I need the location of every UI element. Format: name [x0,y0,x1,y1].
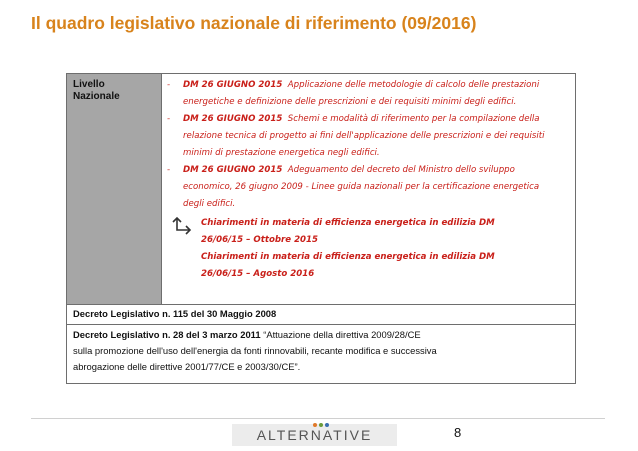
item-dash: - [167,114,171,124]
slide-title: Il quadro legislativo nazionale di riferimento (09/2016) [31,13,477,33]
item-line: energetiche e definizione delle prescrizioni e dei requisiti minimi degli edifici. [183,97,517,107]
decree-28-head: Decreto Legislativo n. 28 del 3 marzo 2011 [73,329,261,340]
item-line: Adeguamento del decreto del Ministro dello sviluppo [287,165,515,175]
item-head: DM 26 GIUGNO 2015 [183,80,283,90]
list-item [167,162,573,213]
decree-28-line: “Attuazione della direttiva 2009/28/CE [263,329,421,340]
level-label-line1: Livello [73,79,105,90]
decree-28-line: sulla promozione dell'uso dell'energia da fonti rinnovabili, recante modifica e successiva [73,345,437,356]
item-head: DM 26 GIUGNO 2015 [183,165,283,175]
decree-115-text: Decreto Legislativo n. 115 del 30 Maggio 2008 [73,308,277,319]
item-head: DM 26 GIUGNO 2015 [183,114,283,124]
level-label-cell [67,74,161,304]
clarifications-block [167,215,573,283]
column-divider [161,74,162,304]
footer-divider [31,418,605,419]
alternative-logo [232,424,397,446]
item-dash: - [167,80,171,90]
clarification-line: 26/06/15 – Ottobre 2015 [201,235,318,245]
turn-arrow-icon [171,216,195,238]
clarification-line: 26/06/15 – Agosto 2016 [201,269,315,279]
decree-28-row [73,327,569,375]
item-line: relazione tecnica di progetto ai fini dell'applicazione delle prescrizioni e dei requisiti [183,131,545,141]
item-line: economico, 26 giugno 2009 - Linee guida nazionali per la certificazione energetica [183,182,540,192]
item-line: Schemi e modalità di riferimento per la compilazione della [287,114,540,124]
item-line: degli edifici. [183,199,236,209]
item-line: Applicazione delle metodologie di calcolo delle prestazioni [287,80,540,90]
list-item [167,77,573,111]
list-item [167,111,573,162]
item-dash: - [167,165,171,175]
level-label-line2: Nazionale [73,91,120,102]
row-divider [67,304,575,305]
row-divider [67,324,575,325]
clarification-line: Chiarimenti in materia di efficienza energetica in edilizia DM [201,252,495,262]
decree-115-row [73,306,569,322]
legislation-table [66,73,576,384]
page-number: 8 [454,425,462,440]
decree-28-line: abrogazione delle direttive 2001/77/CE e 2003/30/CE”. [73,361,301,372]
clarification-line: Chiarimenti in materia di efficienza energetica in edilizia DM [201,218,495,228]
item-line: minimi di prestazione energetica negli edifici. [183,148,380,158]
decrees-list [167,77,573,283]
logo-text: ALTERNATIVE [256,427,373,443]
